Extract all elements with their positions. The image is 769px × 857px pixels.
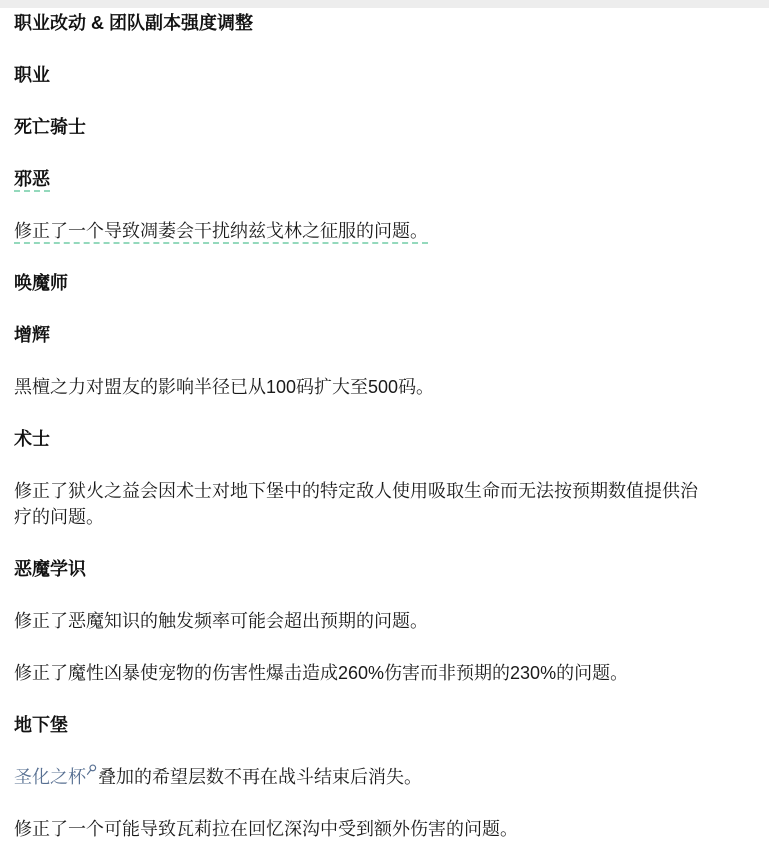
section-heading-text: 地下堡 xyxy=(14,715,68,735)
section-heading-unholy xyxy=(14,166,714,192)
section-heading-death-knight xyxy=(14,114,714,140)
patch-note-text xyxy=(14,374,714,400)
patch-note-text-span: 修正了狱火之益会因术士对地下堡中的特定敌人使用吸取生命而无法按预期数值提供治疗的问题。 xyxy=(14,481,698,527)
section-heading-text: 死亡骑士 xyxy=(14,117,86,137)
section-heading-text-underlined: 邪恶 xyxy=(14,169,50,189)
patch-note-text-span: 修正了一个可能导致瓦莉拉在回忆深沟中受到额外伤害的问题。 xyxy=(14,819,518,839)
section-heading-text: 术士 xyxy=(14,429,50,449)
section-heading-text: 恶魔学识 xyxy=(14,559,86,579)
section-heading-text: 唤魔师 xyxy=(14,273,68,293)
patch-note-text-span: 修正了恶魔知识的触发频率可能会超出预期的问题。 xyxy=(14,611,428,631)
patch-notes-content xyxy=(0,8,769,842)
patch-note-text-underlined: 修正了一个导致凋萎会干扰纳兹戈林之征服的问题。 xyxy=(14,221,428,241)
section-heading-evoker xyxy=(14,270,714,296)
item-link[interactable]: 圣化之杯 xyxy=(14,767,86,787)
section-heading-delves xyxy=(14,712,714,738)
section-heading-text: 增辉 xyxy=(14,325,50,345)
top-divider-bar xyxy=(0,0,769,8)
patch-note-text-span: 修正了魔性凶暴使宠物的伤害性爆击造成260%伤害而非预期的230%的问题。 xyxy=(14,663,629,683)
patch-note-text-span: 黑檀之力对盟友的影响半径已从100码扩大至500码。 xyxy=(14,377,435,397)
page-title-text: 职业改动 & 团队副本强度调整 xyxy=(14,13,253,33)
patch-note-text xyxy=(14,218,714,244)
magnifier-icon[interactable] xyxy=(86,764,97,776)
patch-note-text xyxy=(14,660,714,686)
section-heading-text: 职业 xyxy=(14,65,50,85)
patch-note-with-link xyxy=(14,764,714,790)
patch-note-text-span: 叠加的希望层数不再在战斗结束后消失。 xyxy=(98,767,422,787)
section-heading-classes xyxy=(14,62,714,88)
patch-note-text xyxy=(14,816,714,842)
section-heading-demonology xyxy=(14,556,714,582)
section-heading-warlock xyxy=(14,426,714,452)
patch-note-text xyxy=(14,478,714,530)
patch-note-text xyxy=(14,608,714,634)
page-title xyxy=(14,10,714,36)
section-heading-augmentation xyxy=(14,322,714,348)
